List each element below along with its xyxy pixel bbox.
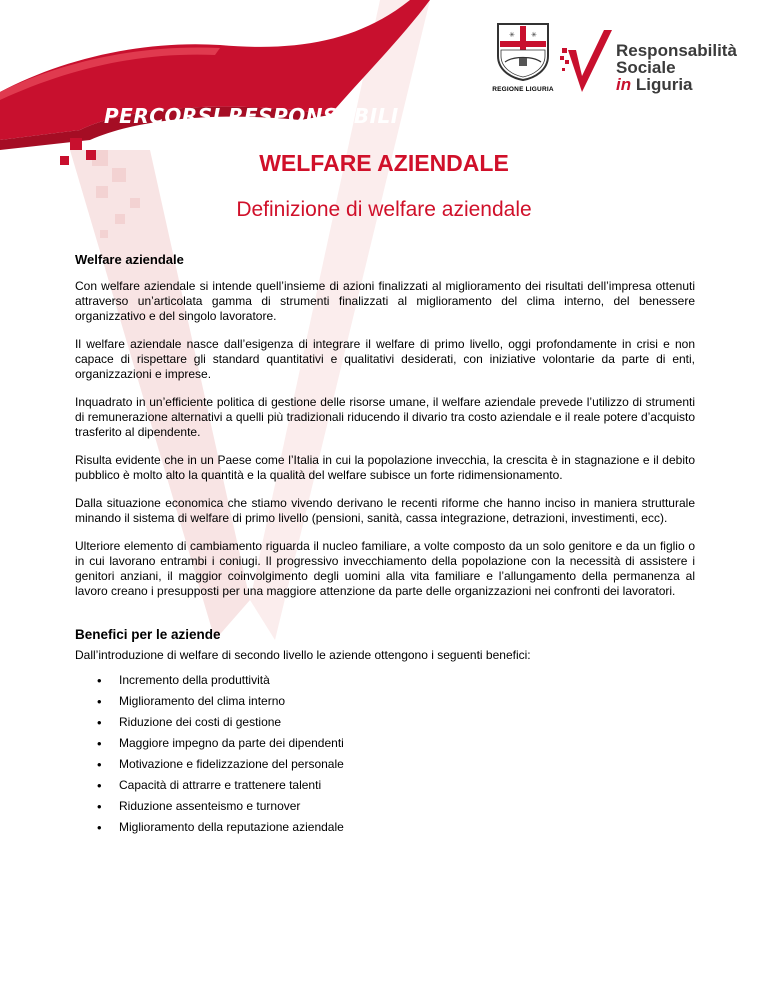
list-item: • Riduzione assenteismo e turnover bbox=[75, 799, 695, 814]
regione-liguria-shield-icon bbox=[495, 22, 551, 82]
list-item: • Miglioramento del clima interno bbox=[75, 694, 695, 709]
list-item: • Riduzione dei costi di gestione bbox=[75, 715, 695, 730]
paragraph: Dalla situazione economica che stiamo vivendo derivano le recenti riforme che hanno inciso in maniera strutturale minando il sistema di welfare di primo livello (pensioni, sanità, cassa integrazione, detrazioni, investimenti, ecc). bbox=[75, 496, 695, 525]
svg-text:✳: ✳ bbox=[509, 32, 515, 39]
paragraph: Inquadrato in un’efficiente politica di gestione delle risorse umane, il welfare aziendale prevede l’utilizzo di strumenti di remunerazione alternativi a quelli più tradizionali riducendo il divario tra costo aziendale e il reale potere d’acquisto trasferito al dipendente. bbox=[75, 395, 695, 439]
list-item: • Motivazione e fidelizzazione del personale bbox=[75, 757, 695, 772]
rsl-in: in bbox=[616, 75, 632, 94]
rsl-line3 bbox=[616, 76, 737, 93]
paragraph: Il welfare aziendale nasce dall’esigenza di integrare il welfare di primo livello, oggi profondamente in crisi e non capace di rispettare gli standard quantitativi e qualitativi desiderati, con iniziative volontarie da parte di enti, organizzazioni e imprese. bbox=[75, 337, 695, 381]
document-subtitle: Definizione di welfare aziendale bbox=[236, 198, 532, 221]
rsl-logo bbox=[560, 30, 760, 100]
list-item: • Capacità di attrarre e trattenere talenti bbox=[75, 778, 695, 793]
welfare-paragraphs bbox=[75, 279, 695, 599]
rsl-line1: Responsabilità bbox=[616, 41, 737, 60]
tagline: PERCORSI RESPONSABILI bbox=[104, 104, 399, 128]
rsl-liguria: Liguria bbox=[631, 75, 693, 94]
list-item: • Miglioramento della reputazione aziendale bbox=[75, 820, 695, 835]
section-heading-benefici: Benefici per le aziende bbox=[75, 627, 221, 642]
benefits-intro: Dall’introduzione di welfare di secondo livello le aziende ottengono i seguenti benefici: bbox=[75, 648, 531, 662]
document-body bbox=[75, 252, 695, 841]
regione-liguria-caption: REGIONE LIGURIA bbox=[492, 86, 554, 93]
section-heading-welfare: Welfare aziendale bbox=[75, 252, 184, 267]
benefits-list bbox=[75, 673, 695, 835]
paragraph: Risulta evidente che in un Paese come l’Italia in cui la popolazione invecchia, la crescita è in stagnazione e il debito pubblico è molto alto la quantità e la qualità del welfare subisce un forte ridimensionamento. bbox=[75, 453, 695, 482]
document-title: WELFARE AZIENDALE bbox=[259, 150, 509, 176]
list-item: • Maggiore impegno da parte dei dipendenti bbox=[75, 736, 695, 751]
rsl-line2: Sociale bbox=[616, 58, 676, 77]
paragraph: Ulteriore elemento di cambiamento riguarda il nucleo familiare, a volte composto da un solo genitore e da un figlio o in cui lavorano entrambi i coniugi. Il progressivo invecchiamento della popolazione con la necessità di assistere i genitori anziani, il maggior coinvolgimento degli uomini alla vita familiare e l’allungamento della permanenza al lavoro creano i presupposti per una maggiore attenzione da parte delle organizzazioni nei confronti dei lavoratori. bbox=[75, 539, 695, 598]
svg-text:✳: ✳ bbox=[531, 32, 537, 39]
checkmark-v-icon bbox=[560, 30, 620, 100]
rsl-logo-text bbox=[616, 42, 737, 93]
paragraph: Con welfare aziendale si intende quell’insieme di azioni finalizzati al miglioramento dei risultati dell’impresa ottenuti attraverso un’articolata gamma di strumenti finalizzati al miglioramento del clima interno, del benessere organizzativo e del singolo lavoratore. bbox=[75, 279, 695, 323]
regione-liguria-logo bbox=[488, 22, 558, 102]
list-item: • Incremento della produttività bbox=[75, 673, 695, 688]
